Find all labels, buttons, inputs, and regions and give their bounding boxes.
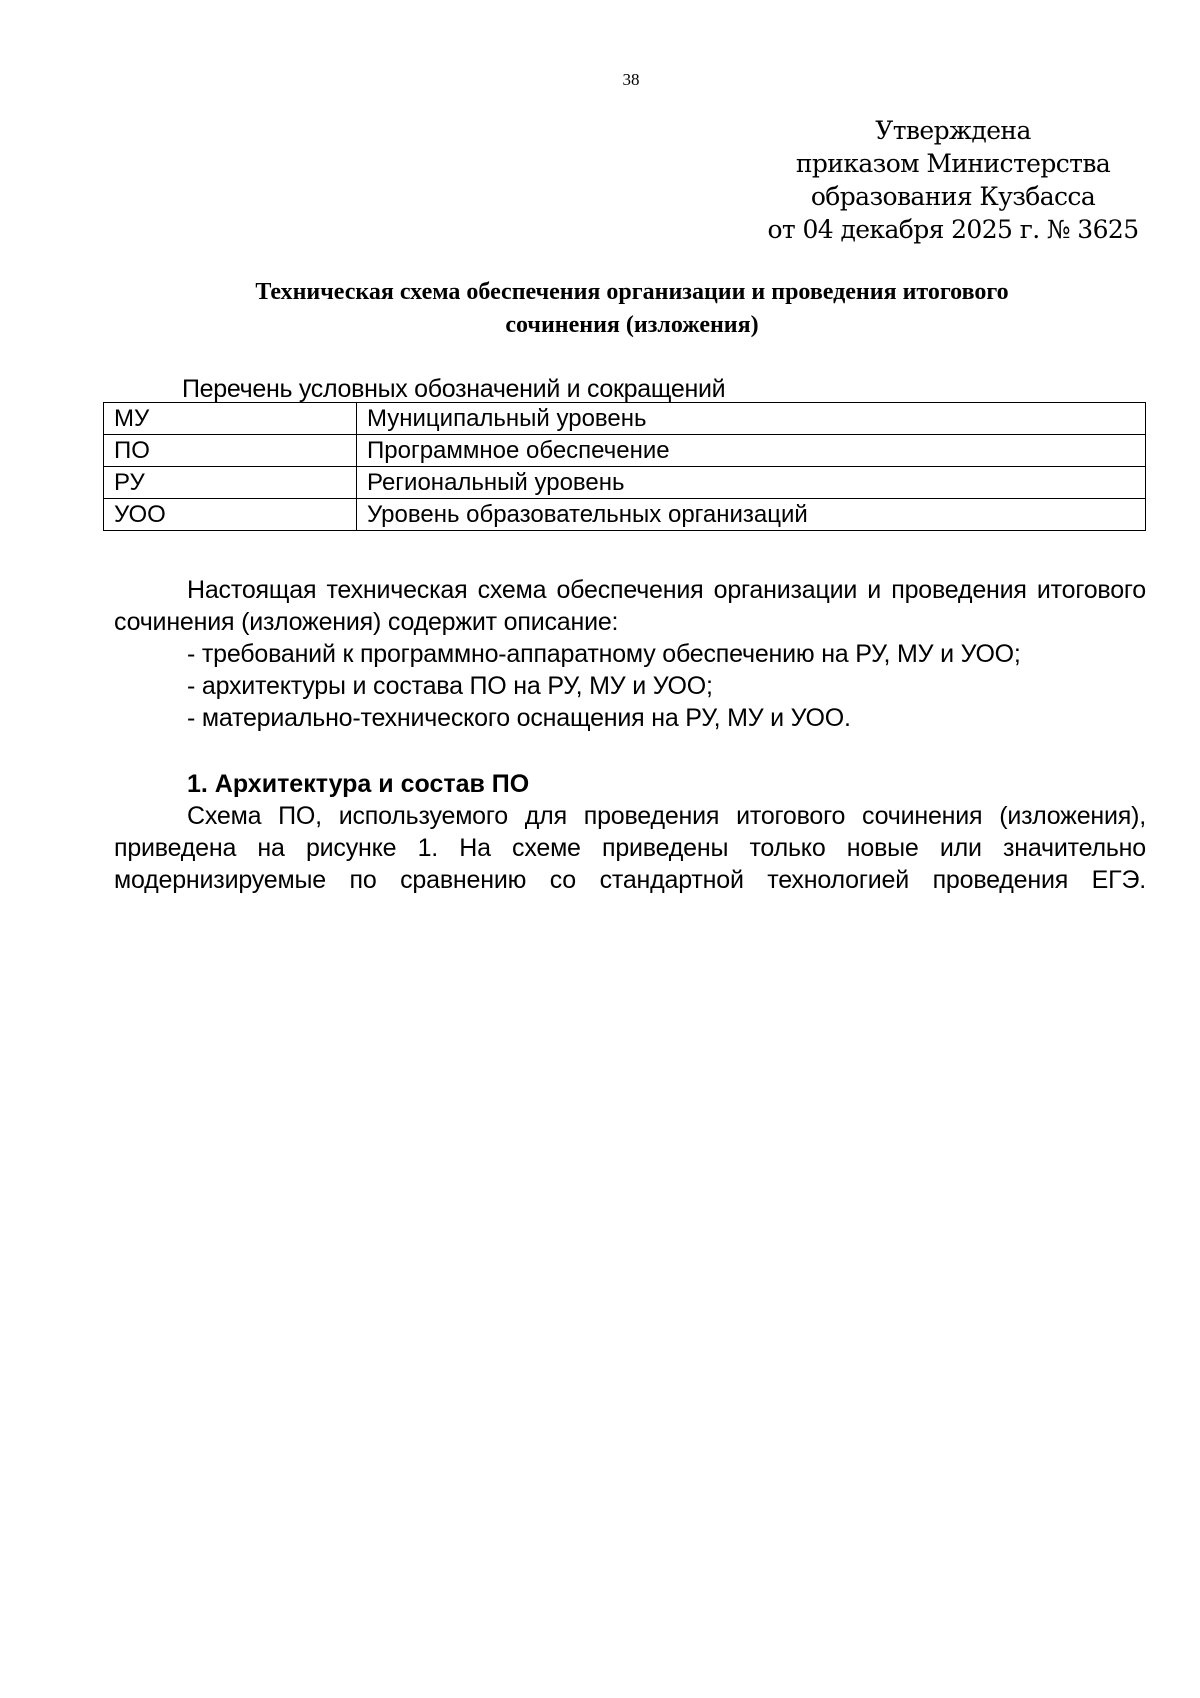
table-row — [104, 467, 1146, 499]
title-line: Техническая схема обеспечения организации и проведения итогового — [255, 279, 1009, 305]
table-row — [104, 435, 1146, 467]
section-body — [114, 800, 1146, 896]
section-line: модернизируемые по сравнению со стандартной технологией проведения ЕГЭ. — [114, 866, 1146, 894]
intro-block — [114, 574, 1146, 734]
approval-stamp — [760, 114, 1146, 246]
list-item: - требований к программно-аппаратному обеспечению на РУ, МУ и УОО; — [187, 640, 1021, 668]
approval-line: Утверждена — [875, 116, 1031, 145]
intro-paragraph: Настоящая техническая схема обеспечения организации и проведения итогового сочинения (изложения) содержит описание: — [114, 576, 1146, 636]
abbreviation-cell: ПО — [104, 435, 357, 467]
meaning-cell: Программное обеспечение — [357, 435, 1146, 467]
meaning-cell: Уровень образовательных организаций — [357, 499, 1146, 531]
list-item: - архитектуры и состава ПО на РУ, МУ и УОО; — [187, 672, 713, 700]
approval-line: от 04 декабря 2025 г. № 3625 — [767, 215, 1139, 244]
section-line: Схема ПО, используемого для проведения итогового сочинения (изложения), — [187, 802, 1146, 830]
abbreviation-cell: УОО — [104, 499, 357, 531]
table-row — [104, 403, 1146, 435]
abbreviation-cell: РУ — [104, 467, 357, 499]
approval-line: приказом Министерства — [795, 149, 1111, 178]
title-line: сочинения (изложения) — [505, 312, 759, 338]
abbreviations-table — [103, 402, 1146, 531]
table-row — [104, 499, 1146, 531]
meaning-cell: Региональный уровень — [357, 467, 1146, 499]
table-caption: Перечень условных обозначений и сокращений — [182, 375, 726, 403]
page-number: 38 — [622, 70, 640, 89]
abbreviation-cell: МУ — [104, 403, 357, 435]
list-item: - материально-технического оснащения на РУ, МУ и УОО. — [187, 704, 851, 732]
section-heading: 1. Архитектура и состав ПО — [187, 770, 530, 798]
section-line: приведена на рисунке 1. На схеме приведены только новые или значительно — [114, 834, 1146, 862]
document-title — [150, 276, 1114, 342]
approval-line: образования Кузбасса — [810, 182, 1096, 211]
meaning-cell: Муниципальный уровень — [357, 403, 1146, 435]
